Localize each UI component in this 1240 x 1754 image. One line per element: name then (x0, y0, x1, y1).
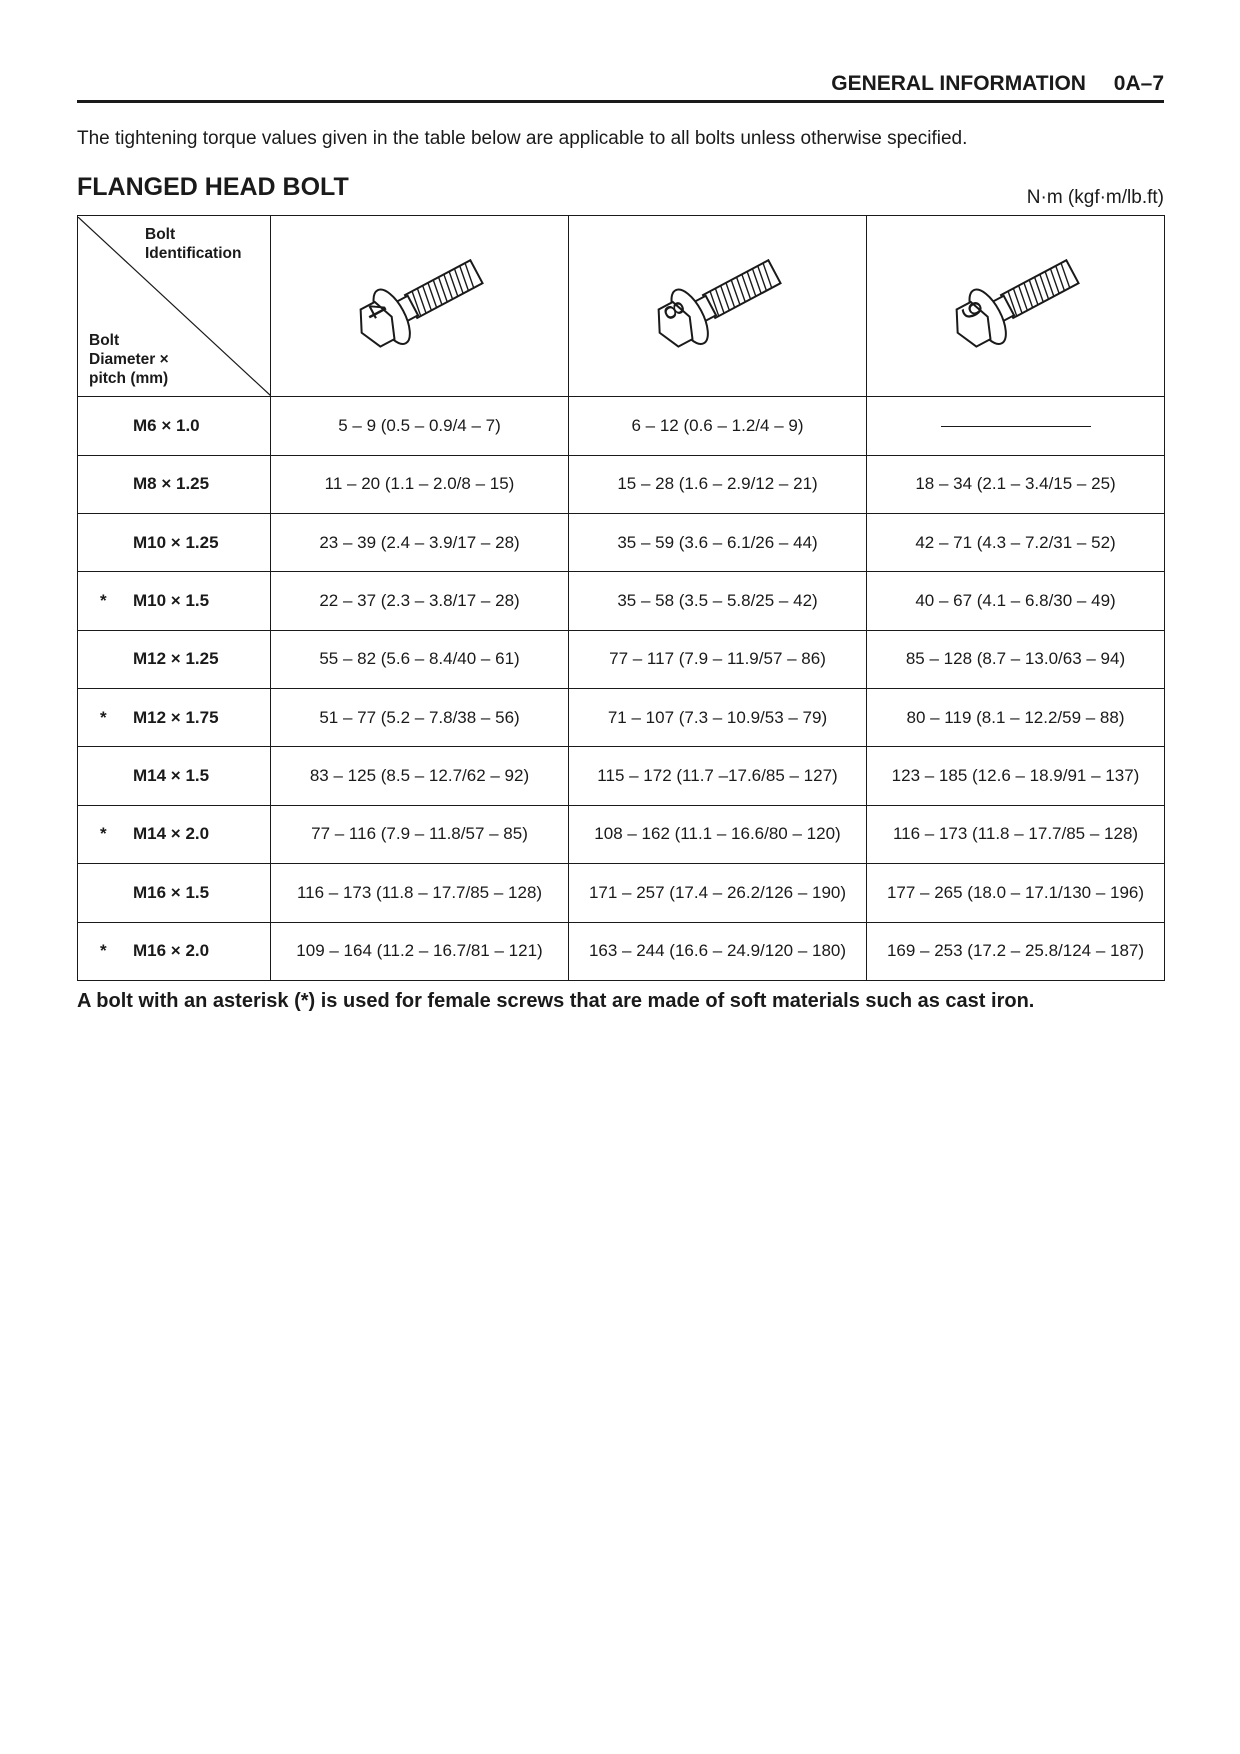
torque-value: 163 – 244 (16.6 – 24.9/120 – 180) (588, 941, 847, 961)
bolt-size-label: M10 × 1.5 (133, 590, 210, 610)
table-row (78, 805, 1165, 863)
torque-value-cell (271, 572, 569, 630)
torque-value: 40 – 67 (4.1 – 6.8/30 – 49) (915, 590, 1116, 610)
torque-value: 6 – 12 (0.6 – 1.2/4 – 9) (631, 415, 804, 435)
torque-value-cell (569, 805, 867, 863)
bolt-size-label: M14 × 2.0 (133, 824, 210, 844)
asterisk-mark: * (100, 824, 107, 844)
corner-bottom-label (89, 331, 169, 388)
torque-value: 85 – 128 (8.7 – 13.0/63 – 94) (905, 649, 1126, 669)
torque-value: 35 – 59 (3.6 – 6.1/26 – 44) (617, 532, 818, 552)
table-row (78, 864, 1165, 922)
page-header (77, 72, 1164, 103)
torque-value: 15 – 28 (1.6 – 2.9/12 – 21) (617, 474, 818, 494)
torque-value-cell (867, 747, 1165, 805)
bolt-mark-9: 9 (953, 296, 988, 325)
torque-value-cell (271, 689, 569, 747)
torque-value: 77 – 117 (7.9 – 11.9/57 – 86) (609, 649, 826, 669)
table-row (78, 572, 1165, 630)
section-title: FLANGED HEAD BOLT (77, 173, 349, 201)
bolt-size-cell (78, 805, 271, 863)
torque-value-cell (271, 922, 569, 980)
torque-value-cell (867, 630, 1165, 688)
bolt-size-cell (78, 572, 271, 630)
torque-value: 83 – 125 (8.5 – 12.7/62 – 92) (309, 766, 530, 786)
bolt-size-label: M10 × 1.25 (133, 532, 219, 552)
torque-value-cell (569, 922, 867, 980)
torque-value-cell (271, 513, 569, 571)
table-row (78, 455, 1165, 513)
table-row (78, 397, 1165, 455)
bolt-size-cell (78, 864, 271, 922)
flanged-bolt-icon (345, 249, 495, 359)
torque-value-cell (271, 747, 569, 805)
torque-value-cell (867, 455, 1165, 513)
torque-value: 11 – 20 (1.1 – 2.0/8 – 15) (324, 474, 515, 494)
bolt-size-label: M12 × 1.75 (133, 707, 219, 727)
bolt-size-cell (78, 630, 271, 688)
not-applicable-dash (941, 426, 1091, 427)
torque-value-cell (867, 864, 1165, 922)
asterisk-mark: * (100, 707, 107, 727)
torque-value: 177 – 265 (18.0 – 17.1/130 – 196) (886, 882, 1145, 902)
footnote: A bolt with an asterisk (*) is used for female screws that are made of soft materials such as cast iron. (77, 990, 1035, 1012)
bolt-size-label: M16 × 2.0 (133, 941, 210, 961)
corner-cell (78, 216, 271, 397)
bolt-image-cell-9 (867, 216, 1165, 397)
torque-value: 23 – 39 (2.4 – 3.9/17 – 28) (319, 532, 520, 552)
torque-value: 18 – 34 (2.1 – 3.4/15 – 25) (915, 474, 1116, 494)
torque-value: 35 – 58 (3.5 – 5.8/25 – 42) (617, 590, 818, 610)
bolt-size-cell (78, 455, 271, 513)
torque-value: 109 – 164 (11.2 – 16.7/81 – 121) (296, 941, 543, 961)
bolt-size-label: M16 × 1.5 (133, 882, 210, 902)
torque-value: 77 – 116 (7.9 – 11.8/57 – 85) (311, 824, 528, 844)
corner-bottom-line-3: pitch (mm) (89, 369, 169, 387)
torque-value-cell (271, 805, 569, 863)
bolt-mark-4: 4 (357, 296, 392, 325)
torque-value-cell (271, 630, 569, 688)
torque-value: 5 – 9 (0.5 – 0.9/4 – 7) (338, 415, 501, 435)
header-text (831, 72, 1164, 96)
torque-value-cell (569, 864, 867, 922)
bolt-size-cell (78, 747, 271, 805)
bolt-image-cell-4 (271, 216, 569, 397)
header-section: GENERAL INFORMATION (831, 72, 1086, 95)
bolt-size-cell (78, 513, 271, 571)
torque-value-cell (867, 513, 1165, 571)
flanged-bolt-icon (643, 249, 793, 359)
table-header-row (78, 216, 1165, 397)
torque-value-cell (569, 513, 867, 571)
torque-value: 116 – 173 (11.8 – 17.7/85 – 128) (296, 882, 543, 902)
corner-bottom-line-2: Diameter × (89, 350, 169, 368)
torque-value: 22 – 37 (2.3 – 3.8/17 – 28) (319, 590, 520, 610)
torque-table (77, 215, 1165, 981)
table-row (78, 513, 1165, 571)
torque-value-cell (569, 630, 867, 688)
corner-bottom-line-1: Bolt (89, 331, 120, 349)
torque-value-cell (867, 572, 1165, 630)
intro-paragraph: The tightening torque values given in the table below are applicable to all bolts unless otherwise specified. (77, 128, 968, 149)
torque-value-cell (271, 864, 569, 922)
torque-value-cell (271, 397, 569, 455)
bolt-image-cell-8 (569, 216, 867, 397)
torque-value-cell (569, 455, 867, 513)
flanged-bolt-icon (941, 249, 1091, 359)
torque-value-cell (569, 572, 867, 630)
torque-value-cell (867, 397, 1165, 455)
torque-value: 51 – 77 (5.2 – 7.8/38 – 56) (319, 707, 520, 727)
table-row (78, 630, 1165, 688)
corner-top-label (145, 225, 241, 263)
corner-top-line-2: Identification (145, 244, 242, 262)
bolt-size-cell (78, 397, 271, 455)
torque-value: 169 – 253 (17.2 – 25.8/124 – 187) (886, 941, 1145, 961)
bolt-size-cell (78, 689, 271, 747)
bolt-size-label: M14 × 1.5 (133, 766, 210, 786)
bolt-mark-8: 8 (655, 296, 690, 325)
torque-value-cell (569, 397, 867, 455)
torque-value: 71 – 107 (7.3 – 10.9/53 – 79) (607, 707, 828, 727)
torque-value: 55 – 82 (5.6 – 8.4/40 – 61) (319, 649, 520, 669)
torque-value-cell (271, 455, 569, 513)
torque-value-cell (867, 805, 1165, 863)
torque-value-cell (867, 689, 1165, 747)
units-label: N·m (kgf·m/lb.ft) (1026, 187, 1164, 208)
asterisk-mark: * (100, 590, 107, 610)
torque-value: 171 – 257 (17.4 – 26.2/126 – 190) (588, 882, 847, 902)
torque-value: 108 – 162 (11.1 – 16.6/80 – 120) (594, 824, 841, 844)
asterisk-mark: * (100, 941, 107, 961)
torque-value: 42 – 71 (4.3 – 7.2/31 – 52) (915, 532, 1116, 552)
torque-value-cell (867, 922, 1165, 980)
torque-value-cell (569, 689, 867, 747)
bolt-size-label: M12 × 1.25 (133, 649, 219, 669)
table-row (78, 689, 1165, 747)
table-row (78, 922, 1165, 980)
torque-value: 116 – 173 (11.8 – 17.7/85 – 128) (892, 824, 1139, 844)
torque-value: 115 – 172 (11.7 –17.6/85 – 127) (597, 766, 838, 786)
bolt-size-label: M8 × 1.25 (133, 474, 210, 494)
torque-value: 80 – 119 (8.1 – 12.2/59 – 88) (906, 707, 1125, 727)
torque-value: 123 – 185 (12.6 – 18.9/91 – 137) (891, 766, 1140, 786)
table-row (78, 747, 1165, 805)
bolt-size-label: M6 × 1.0 (133, 415, 200, 435)
bolt-size-cell (78, 922, 271, 980)
corner-top-line-1: Bolt (145, 225, 176, 243)
page-number: 0A–7 (1113, 72, 1164, 95)
torque-value-cell (569, 747, 867, 805)
